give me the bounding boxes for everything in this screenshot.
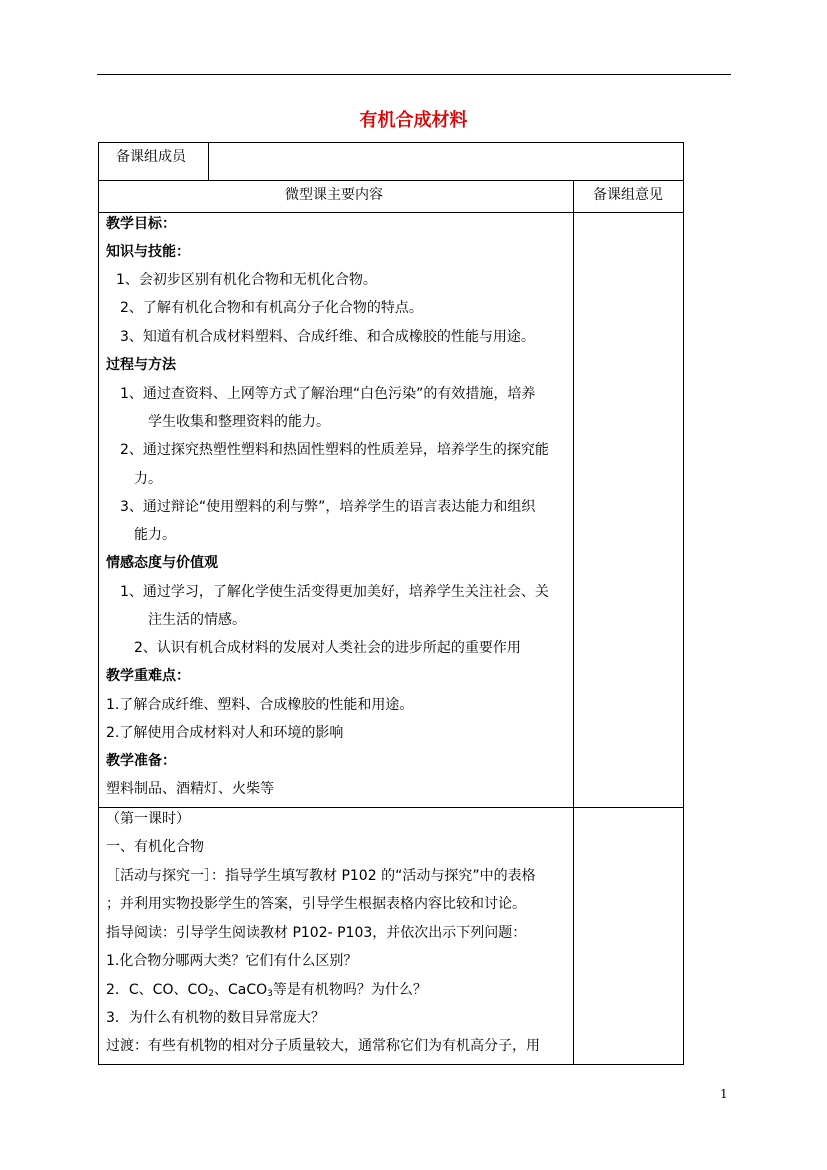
team-members-label: 备课组成员 [116,149,186,165]
knowledge-item: 3、知道有机合成材料塑料、合成纤维、和合成橡胶的性能与用途。 [120,329,535,345]
subscript: 2 [208,989,215,999]
key-point: 1.了解合成纤维、塑料、合成橡胶的性能和用途。 [106,697,414,713]
knowledge-item: 2、了解有机化合物和有机高分子化合物的特点。 [120,300,423,316]
row-divider [98,807,684,808]
emotion-item: 2、认识有机合成材料的发展对人类社会的进步所起的重要作用 [134,640,521,656]
preparation-text: 塑料制品、酒精灯、火柴等 [106,781,274,797]
question-text: 等是有机物吗？为什么？ [272,982,427,998]
table-border-bottom [98,1064,684,1065]
key-point: 2.了解使用合成材料对人和环境的影响 [106,725,344,741]
page-number: 1 [720,1087,728,1101]
knowledge-item: 1、会初步区别有机化合物和无机化合物。 [116,272,377,288]
table-border-top [98,142,684,143]
transition-text: 过渡：有些有机物的相对分子质量较大，通常称它们为有机高分子，用 [106,1038,540,1054]
table-border-left [98,142,99,1065]
emotion-heading: 情感态度与价值观 [106,555,218,571]
key-points-heading: 教学重难点： [106,668,190,684]
activity-text: ［活动与探究一］：指导学生填写教材 P102 的“活动与探究”中的表格 [106,868,536,884]
emotion-item: 1、通过学习，了解化学使生活变得更加美好，培养学生关注社会、关 [120,584,549,600]
header-rule [97,74,731,75]
process-item-cont: 学生收集和整理资料的能力。 [148,414,330,430]
lesson-label: （第一课时） [106,811,190,827]
main-content-header: 微型课主要内容 [285,187,383,203]
question [106,981,427,999]
process-item-cont: 力。 [134,471,162,487]
table-border-right [683,142,684,1065]
question-text: 、CaCO [214,982,268,998]
row-divider [98,180,684,181]
column-divider [208,142,209,181]
document-title: 有机合成材料 [359,110,468,131]
question: 3．为什么有机物的数目异常庞大？ [106,1010,325,1026]
process-item: 2、通过探究热塑性塑料和热固性塑料的性质差异，培养学生的探究能 [120,442,549,458]
activity-text-cont: ；并利用实物投影学生的答案，引导学生根据表格内容比较和讨论。 [106,896,526,912]
emotion-item-cont: 注生活的情感。 [148,612,246,628]
process-heading: 过程与方法 [106,357,176,373]
subscript: 3 [267,989,273,999]
part-heading: 一、有机化合物 [106,839,204,855]
row-divider [98,212,684,213]
column-divider [573,180,574,1065]
goals-heading: 教学目标： [106,216,176,232]
team-opinion-header: 备课组意见 [593,187,663,203]
process-item: 3、通过辩论“使用塑料的利与弊”，培养学生的语言表达能力和组织 [120,499,536,515]
question-text: 2．C、CO、CO [106,982,209,998]
reading-guide: 指导阅读：引导学生阅读教材 P102- P103，并依次出示下列问题： [106,925,527,941]
question: 1.化合物分哪两大类？它们有什么区别？ [106,953,358,969]
process-item-cont: 能力。 [134,527,176,543]
preparation-heading: 教学准备： [106,753,176,769]
process-item: 1、通过查资料、上网等方式了解治理“白色污染”的有效措施，培养 [120,386,536,402]
knowledge-heading: 知识与技能： [106,244,190,260]
